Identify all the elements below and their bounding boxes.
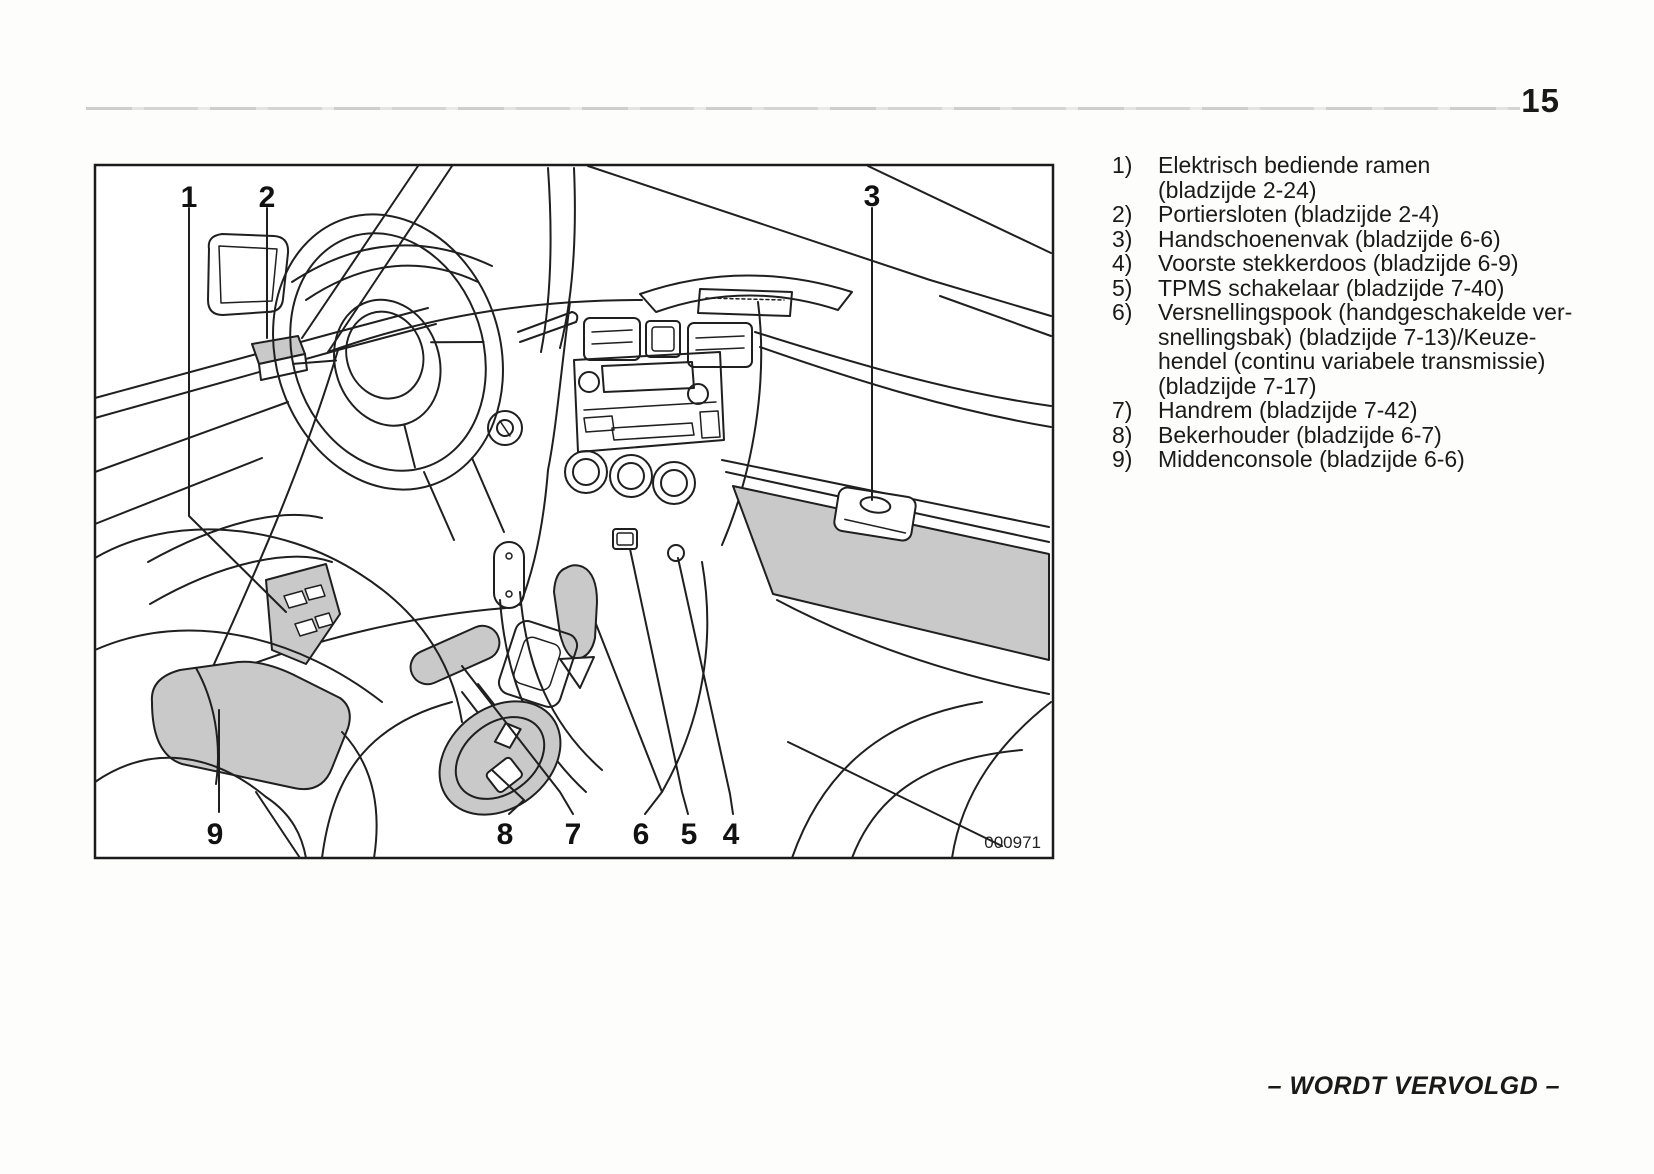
- legend-item: [1112, 447, 1572, 472]
- legend-item-number: 8): [1112, 421, 1133, 448]
- legend-item-number: 1): [1112, 152, 1133, 178]
- callout-label-3: 3: [863, 180, 881, 213]
- callout-label-8: 8: [496, 818, 514, 851]
- legend-item-number: 5): [1112, 274, 1133, 301]
- legend-item: [1112, 300, 1572, 398]
- interior-diagram: [93, 163, 1055, 860]
- callout-label-1: 1: [180, 181, 198, 214]
- legend-item: [1112, 153, 1572, 202]
- legend-item-text: Portiersloten (bladzijde 2-4): [1158, 201, 1440, 227]
- legend-item-text: Bekerhouder (bladzijde 6-7): [1158, 421, 1442, 448]
- continuation-note: – WORDT VERVOLGD –: [1267, 1072, 1560, 1100]
- callout-label-2: 2: [258, 181, 276, 214]
- legend-item-number: 3): [1112, 225, 1133, 252]
- legend-item-number: 4): [1112, 250, 1133, 276]
- legend-list: [1112, 153, 1572, 472]
- callout-label-6: 6: [632, 818, 650, 851]
- legend-item: [1112, 227, 1572, 252]
- page-number: 15: [1521, 82, 1560, 119]
- legend-item-text: Handschoenenvak (bladzijde 6-6): [1158, 225, 1501, 252]
- legend-item-text: TPMS schakelaar (bladzijde 7-40): [1158, 274, 1505, 301]
- callout-label-9: 9: [206, 818, 224, 851]
- legend-item-text: Versnellingspook (handgeschakelde ver- snellingsbak) (bladzijde 7-13)/Keuze- hendel (continu variabele transmissie) (bladzijde 7-17): [1158, 299, 1573, 399]
- legend-item-number: 9): [1112, 446, 1133, 472]
- legend-item: [1112, 251, 1572, 276]
- legend-item-number: 2): [1112, 201, 1133, 227]
- legend-item: [1112, 398, 1572, 423]
- callout-label-5: 5: [680, 818, 698, 851]
- legend-item-text: Handrem (bladzijde 7-42): [1158, 397, 1418, 423]
- legend-item: [1112, 423, 1572, 448]
- legend-item: [1112, 276, 1572, 301]
- legend-item-text: Middenconsole (bladzijde 6-6): [1158, 446, 1465, 472]
- callout-label-4: 4: [722, 818, 740, 851]
- legend-item-number: 7): [1112, 397, 1133, 423]
- header-rule: [86, 107, 1520, 110]
- legend-item-text: Elektrisch bediende ramen (bladzijde 2-24): [1158, 152, 1431, 203]
- figure-code: 000971: [984, 833, 1041, 852]
- legend-item-number: 6): [1112, 299, 1133, 325]
- legend-item-text: Voorste stekkerdoos (bladzijde 6-9): [1158, 250, 1519, 276]
- legend-item: [1112, 202, 1572, 227]
- callout-label-7: 7: [564, 818, 582, 851]
